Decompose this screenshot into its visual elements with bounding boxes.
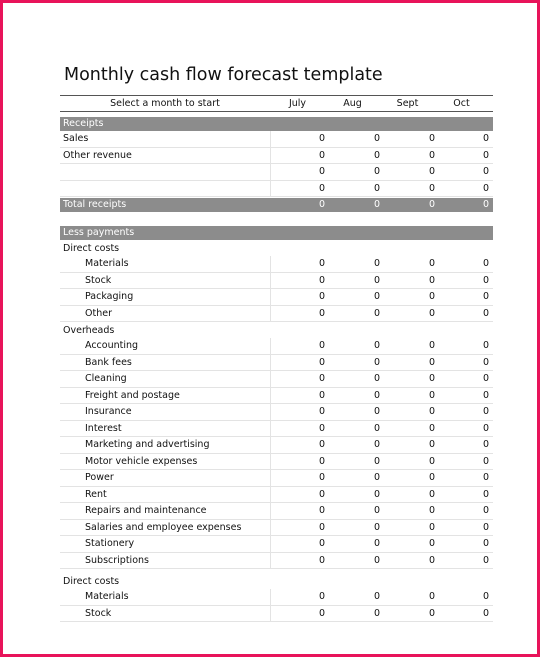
table-row [60,338,493,355]
row-label: Other revenue [63,149,132,161]
row-label: Bank fees [85,356,132,368]
month-header: Oct [453,98,470,109]
cell-value[interactable]: 0 [428,291,435,302]
table-row [60,589,493,606]
table-row [60,181,493,198]
cell-value[interactable]: 0 [373,455,380,467]
cell-value[interactable]: 0 [318,356,325,368]
cell-value[interactable]: 0 [428,488,435,500]
cell-value[interactable]: 0 [318,554,325,566]
table-row [60,520,493,537]
cell-value[interactable]: 0 [482,591,489,602]
row-label: Power [85,472,114,483]
cell-value[interactable]: 0 [428,166,435,177]
cell-value[interactable]: 0 [373,274,380,286]
row-label: Rent [85,488,107,500]
cell-value[interactable]: 0 [318,149,325,161]
cell-value[interactable]: 0 [373,373,380,384]
cell-value[interactable]: 0 [318,133,325,144]
total-value[interactable]: 0 [428,199,435,210]
row-label: Marketing and advertising [85,439,210,450]
cell-value[interactable]: 0 [428,455,435,467]
cell-value[interactable]: 0 [373,133,380,144]
cell-value[interactable]: 0 [428,591,435,602]
group-label: Direct costs [63,576,120,587]
table-row [60,503,493,520]
table-row [60,273,493,290]
cell-value[interactable]: 0 [428,439,435,450]
row-label: Packaging [85,291,134,302]
cell-value[interactable]: 0 [428,538,435,549]
cell-value[interactable]: 0 [318,607,325,619]
row-label: Cleaning [85,373,127,384]
group-label-direct-costs [60,240,493,256]
cell-value[interactable]: 0 [428,373,435,384]
cell-value[interactable]: 0 [318,422,325,434]
month-select-label[interactable]: Select a month to start [110,98,220,109]
row-label: Stationery [85,538,135,549]
cell-value[interactable]: 0 [318,472,325,483]
row-label: Freight and postage [85,389,180,401]
cell-value[interactable]: 0 [428,149,435,161]
row-label: Salaries and employee expenses [85,521,242,533]
cell-value[interactable]: 0 [373,488,380,500]
cell-value[interactable]: 0 [482,274,489,286]
row-label: Subscriptions [85,554,149,566]
table-row [60,421,493,438]
table-row [60,148,493,165]
total-label: Total receipts [63,199,127,210]
cell-value[interactable]: 0 [373,521,380,533]
cell-value[interactable]: 0 [428,554,435,566]
cell-value[interactable]: 0 [318,505,325,516]
total-value[interactable]: 0 [373,199,380,210]
table-row [60,454,493,471]
cell-value[interactable]: 0 [373,291,380,302]
cell-value[interactable]: 0 [318,373,325,384]
row-label: Insurance [85,406,132,417]
cell-value[interactable]: 0 [373,472,380,483]
group-label-direct-costs-2 [60,573,493,589]
section-label: Receipts [63,118,104,129]
cell-value[interactable]: 0 [482,356,489,368]
cell-value[interactable]: 0 [428,505,435,516]
month-header: Sept [396,98,419,109]
cell-value[interactable]: 0 [373,406,380,417]
table-row [60,306,493,323]
cell-value[interactable]: 0 [482,455,489,467]
row-label: Other [85,307,112,319]
cell-value[interactable]: 0 [428,389,435,401]
cell-value[interactable]: 0 [428,340,435,351]
row-label: Motor vehicle expenses [85,455,198,467]
month-header: Aug [343,98,362,109]
cell-value[interactable]: 0 [482,538,489,549]
cell-value[interactable]: 0 [318,455,325,467]
cell-value[interactable]: 0 [482,182,489,194]
table-row [60,470,493,487]
table-row [60,388,493,405]
cell-value[interactable]: 0 [482,521,489,533]
header-row [60,95,493,112]
cell-value[interactable]: 0 [373,505,380,516]
cell-value[interactable]: 0 [318,389,325,401]
cell-value[interactable]: 0 [373,258,380,269]
cell-value[interactable]: 0 [373,554,380,566]
cell-value[interactable]: 0 [373,422,380,434]
cell-value[interactable]: 0 [482,439,489,450]
cell-value[interactable]: 0 [373,538,380,549]
row-label: Interest [85,422,122,434]
cell-value[interactable]: 0 [373,149,380,161]
cell-value[interactable]: 0 [318,274,325,286]
cell-value[interactable]: 0 [373,166,380,177]
cell-value[interactable]: 0 [428,274,435,286]
cell-value[interactable]: 0 [318,406,325,417]
cell-value[interactable]: 0 [318,258,325,269]
cell-value[interactable]: 0 [428,356,435,368]
group-label-overheads [60,322,493,338]
cell-value[interactable]: 0 [482,422,489,434]
section-label: Less payments [63,227,135,238]
cell-value[interactable]: 0 [373,607,380,619]
table-row [60,404,493,421]
table-row [60,536,493,553]
cell-value[interactable]: 0 [482,406,489,417]
cell-value[interactable]: 0 [428,472,435,483]
row-label: Sales [63,133,89,144]
cell-value[interactable]: 0 [373,182,380,194]
cell-value[interactable]: 0 [428,182,435,194]
cell-value[interactable]: 0 [318,591,325,602]
row-label: Accounting [85,340,139,351]
cell-value[interactable]: 0 [482,505,489,516]
row-label: Stock [85,607,112,619]
table-row [60,371,493,388]
cell-value[interactable]: 0 [318,182,325,194]
cash-flow-table [60,95,493,622]
section-header-payments [60,226,493,240]
cell-value[interactable]: 0 [373,591,380,602]
month-header: July [288,98,307,109]
table-row [60,289,493,306]
cell-value[interactable]: 0 [482,133,489,144]
row-label: Stock [85,274,112,286]
cell-value[interactable]: 0 [318,439,325,450]
cell-value[interactable]: 0 [482,258,489,269]
cell-value[interactable]: 0 [318,291,325,302]
cell-value[interactable]: 0 [482,472,489,483]
table-row [60,553,493,570]
cell-value[interactable]: 0 [373,439,380,450]
cell-value[interactable]: 0 [428,406,435,417]
total-receipts-row [60,198,493,212]
table-row [60,487,493,504]
cell-value[interactable]: 0 [482,488,489,500]
cell-value[interactable]: 0 [428,422,435,434]
row-label: Materials [85,258,129,269]
cell-value[interactable]: 0 [428,521,435,533]
cell-value[interactable]: 0 [428,607,435,619]
page-title: Monthly cash flow forecast template [64,65,383,85]
cell-value[interactable]: 0 [373,389,380,401]
cell-value[interactable]: 0 [482,340,489,351]
cell-value[interactable]: 0 [482,307,489,319]
cell-value[interactable]: 0 [482,166,489,177]
cell-value[interactable]: 0 [428,258,435,269]
row-label: Materials [85,591,129,602]
table-row [60,131,493,148]
group-label: Direct costs [63,243,120,254]
total-value[interactable]: 0 [318,199,325,210]
row-label: Repairs and maintenance [85,505,207,516]
cell-value[interactable]: 0 [373,356,380,368]
cell-value[interactable]: 0 [318,340,325,351]
table-row [60,256,493,273]
total-value[interactable]: 0 [482,199,489,210]
cell-value[interactable]: 0 [318,538,325,549]
cell-value[interactable]: 0 [482,554,489,566]
cell-value[interactable]: 0 [482,291,489,302]
cell-value[interactable]: 0 [318,166,325,177]
section-header-receipts [60,117,493,131]
table-row [60,606,493,623]
cell-value[interactable]: 0 [482,149,489,161]
cell-value[interactable]: 0 [373,340,380,351]
table-row [60,355,493,372]
cell-value[interactable]: 0 [373,307,380,319]
cell-value[interactable]: 0 [318,307,325,319]
cell-value[interactable]: 0 [428,133,435,144]
cell-value[interactable]: 0 [482,389,489,401]
group-label: Overheads [63,325,115,336]
cell-value[interactable]: 0 [318,488,325,500]
table-row [60,437,493,454]
cell-value[interactable]: 0 [482,373,489,384]
cell-value[interactable]: 0 [318,521,325,533]
cell-value[interactable]: 0 [482,607,489,619]
table-row [60,164,493,181]
cell-value[interactable]: 0 [428,307,435,319]
